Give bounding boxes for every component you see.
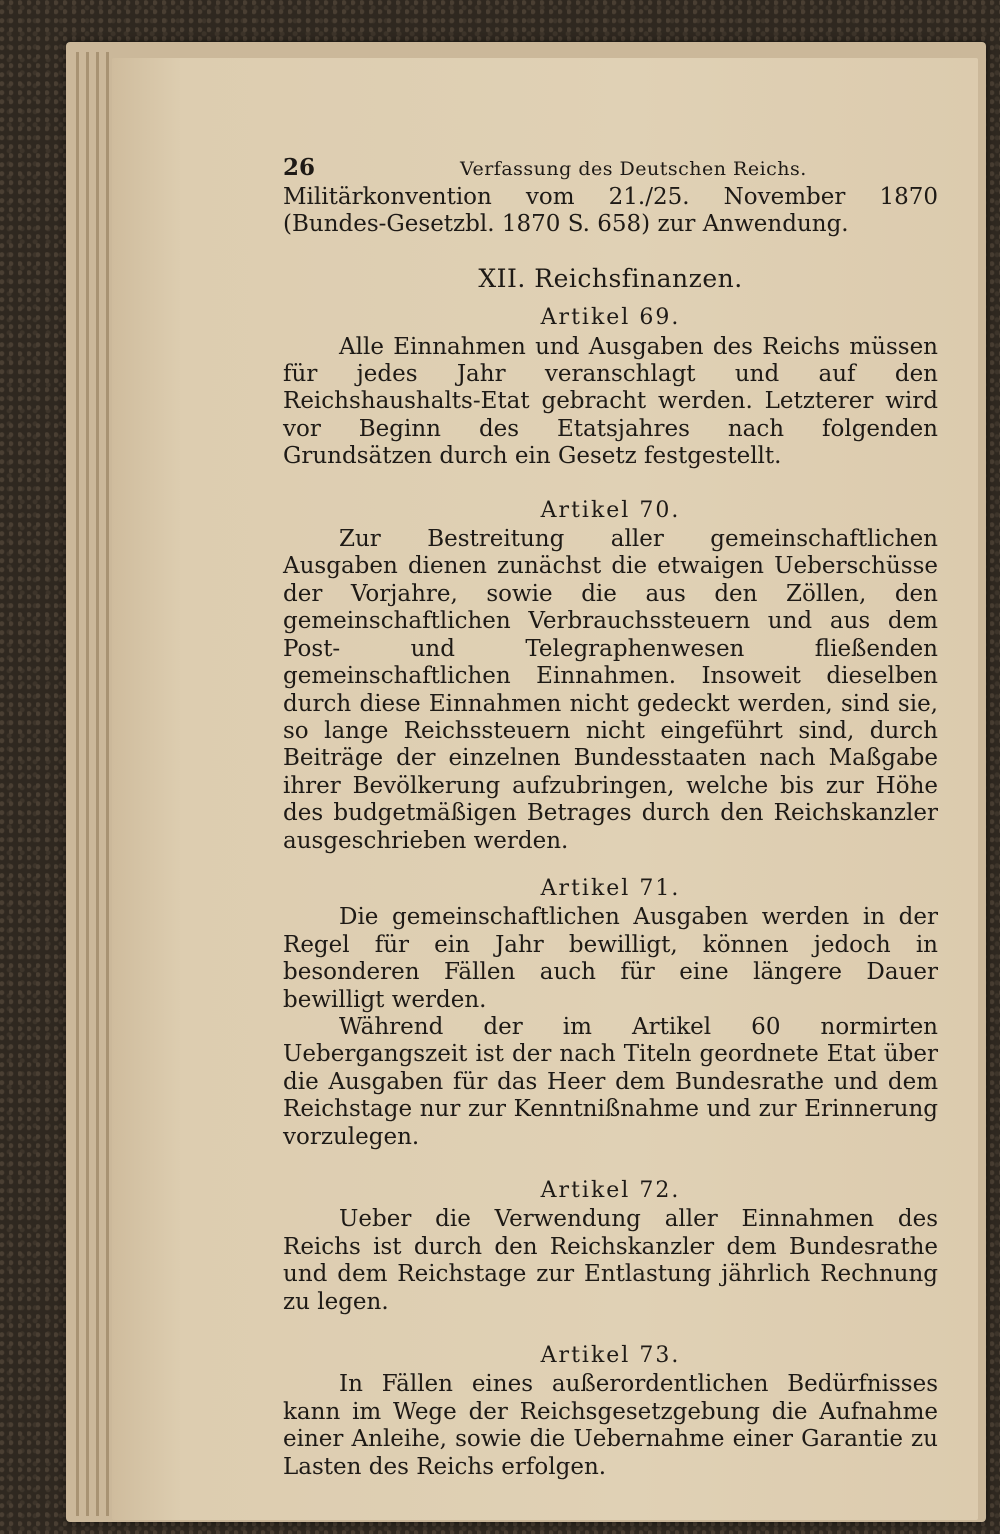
page-edge — [106, 52, 109, 1516]
page-edge — [76, 52, 79, 1516]
intro-paragraph: Militärkonvention vom 21./25. November 1870 (Bundes-Gesetzbl. 1870 S. 658) zur Anwendung. — [283, 184, 938, 238]
article-heading: Artikel 71. — [540, 875, 681, 901]
article-heading: Artikel 72. — [540, 1178, 681, 1203]
article-paragraph: Alle Einnahmen und Ausgaben des Reichs müssen für jedes Jahr veranschlagt und auf den Reichshaushalts-Etat gebracht werden. Letzterer wird vor Beginn des Etatsjahres nach folgenden Grundsätzen durch ein Gesetz festgestellt. — [283, 333, 938, 470]
article-paragraph: Die gemeinschaftlichen Ausgaben werden in der Regel für ein Jahr bewilligt, können jedoch in besonderen Fällen auch für eine längere Dauer bewilligt werden. — [283, 904, 938, 1013]
page-text — [283, 150, 938, 1481]
running-head: Verfassung des Deutschen Reichs. — [460, 158, 807, 180]
article-heading: Artikel 73. — [540, 1343, 681, 1369]
article-paragraph: Während der im Artikel 60 normirten Uebergangszeit ist der nach Titeln geordnete Etat über die Ausgaben für das Heer dem Bundesrathe und dem Reichstage nur zur Kenntnißnahme und zur Erinnerung vorzulegen. — [283, 1013, 938, 1150]
article-heading: Artikel 70. — [540, 497, 681, 523]
page-edge — [96, 52, 99, 1516]
page-edge — [86, 52, 89, 1516]
page-header — [283, 150, 938, 184]
article-paragraph: Ueber die Verwendung aller Einnahmen des Reichs ist durch den Reichskanzler dem Bundesrathe und dem Reichstage zur Entlastung jährlich Rechnung zu legen. — [283, 1206, 938, 1315]
article-paragraph: Zur Bestreitung aller gemeinschaftlichen Ausgaben dienen zunächst die etwaigen Ueberschüsse der Vorjahre, sowie die aus den Zöllen, den gemeinschaftlichen Verbrauchssteuern und aus dem Post- und Telegraphenwesen fließenden gemeinschaftlichen Einnahmen. Insoweit dieselben durch diese Einnahmen nicht gedeckt werden, sind sie, so lange Reichssteuern nicht eingeführt sind, durch Beiträge der einzelnen Bundesstaaten nach Maßgabe ihrer Bevölkerung aufzubringen, welche bis zur Höhe des budgetmäßigen Betrages durch den Reichskanzler ausgeschrieben werden. — [283, 526, 938, 854]
section-title: XII. Reichsfinanzen. — [478, 263, 743, 293]
article-paragraph: In Fällen eines außerordentlichen Bedürfnisses kann im Wege der Reichsgesetzgebung die Aufnahme einer Anleihe, sowie die Uebernahme einer Garantie zu Lasten des Reichs erfolgen. — [283, 1371, 938, 1480]
article-heading: Artikel 69. — [540, 305, 681, 331]
page-number: 26 — [283, 154, 316, 181]
